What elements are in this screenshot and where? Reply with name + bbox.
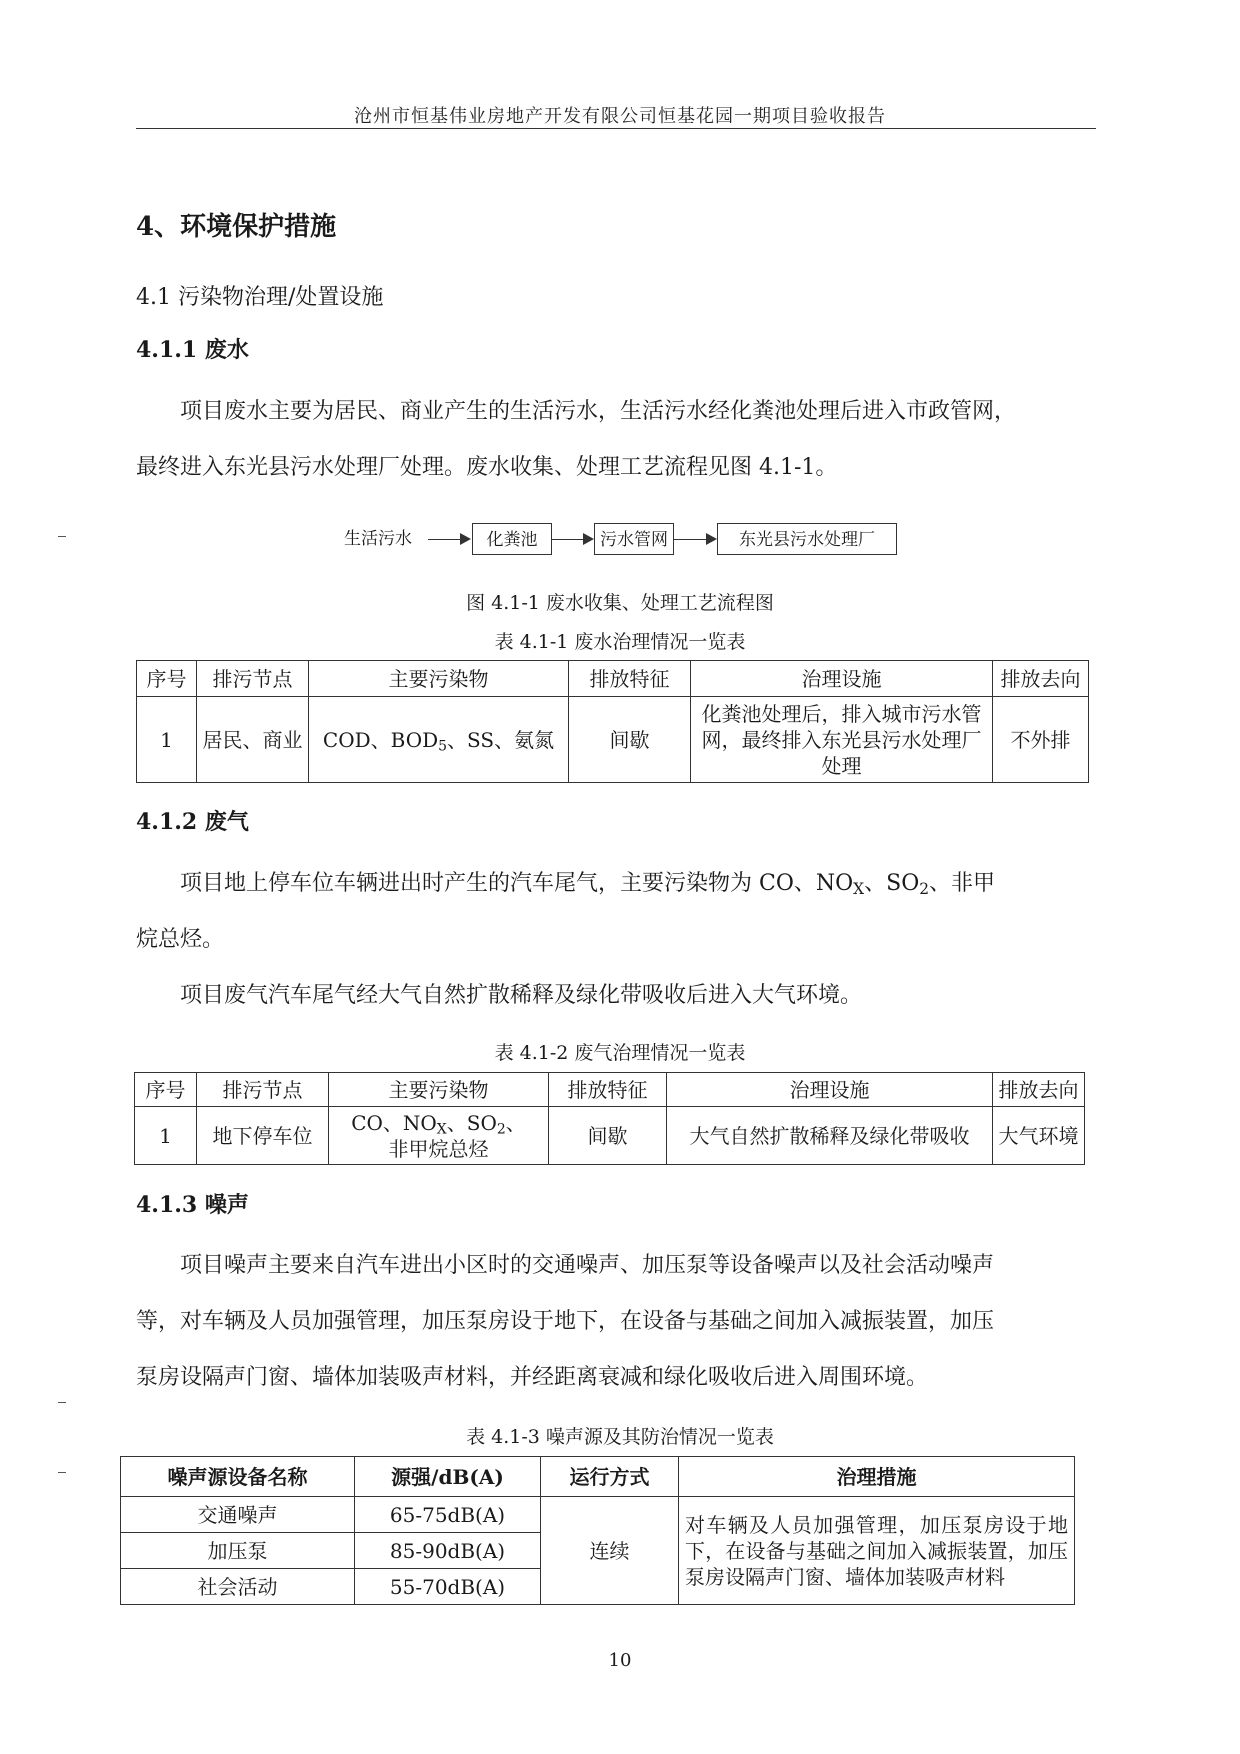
cell-facility: 大气自然扩散稀释及绿化带吸收 (667, 1107, 993, 1165)
flow-arrow (674, 539, 708, 540)
column-header: 排污节点 (197, 661, 309, 697)
header-rule (136, 128, 1096, 129)
gas-table (134, 1072, 1085, 1165)
paragraph-line: 泵房设隔声门窗、墙体加装吸声材料，并经距离衰减和绿化吸收后进入周围环境。 (136, 1365, 929, 1390)
column-header: 排放去向 (993, 1073, 1085, 1107)
cell-no: 1 (137, 697, 197, 783)
noise-table (120, 1456, 1075, 1605)
cell-source-name: 社会活动 (121, 1569, 355, 1605)
cell-source-level: 65-75dB(A) (355, 1497, 541, 1533)
paragraph-line: 最终进入东光县污水处理厂处理。废水收集、处理工艺流程见图 4.1-1。 (136, 455, 838, 480)
scan-mark (58, 1402, 66, 1403)
column-header: 排放去向 (993, 661, 1089, 697)
flow-start-label: 生活污水 (344, 529, 412, 549)
cell-node: 居民、商业 (197, 697, 309, 783)
table-header-row (137, 661, 1089, 697)
cell-measure: 对车辆及人员加强管理，加压泵房设于地下，在设备与基础之间加入减振装置，加压泵房设隔声门窗、墙体加装吸声材料 (679, 1497, 1075, 1605)
table-row (137, 697, 1089, 783)
flow-arrow-head (706, 533, 717, 545)
scan-mark (58, 1472, 66, 1473)
figure-caption: 图 4.1-1 废水收集、处理工艺流程图 (466, 592, 774, 614)
column-header: 排放特征 (569, 661, 691, 697)
column-header: 治理措施 (679, 1457, 1075, 1497)
cell-destination: 不外排 (993, 697, 1089, 783)
cell-feature: 间歇 (569, 697, 691, 783)
column-header: 排污节点 (197, 1073, 329, 1107)
heading-gas: 4.1.2 废气 (136, 809, 249, 835)
flow-node-treatment-plant: 东光县污水处理厂 (717, 523, 897, 555)
table-caption: 表 4.1-2 废气治理情况一览表 (494, 1042, 746, 1064)
heading-noise: 4.1.3 噪声 (136, 1192, 249, 1218)
cell-source-level: 85-90dB(A) (355, 1533, 541, 1569)
column-header: 主要污染物 (309, 661, 569, 697)
column-header: 序号 (135, 1073, 197, 1107)
flow-arrow-head (583, 533, 594, 545)
cell-no: 1 (135, 1107, 197, 1165)
section-title: 4、环境保护措施 (136, 212, 337, 242)
table-caption: 表 4.1-3 噪声源及其防治情况一览表 (466, 1426, 774, 1448)
table-header-row (121, 1457, 1075, 1497)
column-header: 治理设施 (667, 1073, 993, 1107)
cell-pollutants: CO、$NO_X$、$SO_2$、 非甲烷总烃 (329, 1107, 549, 1165)
cell-destination: 大气环境 (993, 1107, 1085, 1165)
table-header-row (135, 1073, 1085, 1107)
cell-source-level: 55-70dB(A) (355, 1569, 541, 1605)
cell-feature: 间歇 (549, 1107, 667, 1165)
gas-paragraph: 项目地上停车位车辆进出时产生的汽车尾气，主要污染物为 CO、$NO_X$、$SO_2$、非甲 烷总烃。 项目废气汽车尾气经大气自然扩散稀释及绿化带吸收后进入大气环境。 (136, 871, 996, 1008)
flow-node-sewer: 污水管网 (594, 523, 674, 555)
table-row (135, 1107, 1085, 1165)
noise-paragraph (136, 1238, 1096, 1406)
cell-facility: 化粪池处理后，排入城市污水管网，最终排入东光县污水处理厂处理 (691, 697, 993, 783)
flow-arrow (552, 539, 586, 540)
cell-node: 地下停车位 (197, 1107, 329, 1165)
flow-arrow (428, 539, 462, 540)
column-header: 排放特征 (549, 1073, 667, 1107)
column-header: 序号 (137, 661, 197, 697)
column-header: 噪声源设备名称 (121, 1457, 355, 1497)
column-header: 运行方式 (541, 1457, 679, 1497)
flow-arrow-head (460, 533, 471, 545)
paragraph-line: 等，对车辆及人员加强管理，加压泵房设于地下，在设备与基础之间加入减振装置，加压 (136, 1309, 995, 1334)
wastewater-paragraph (136, 384, 1096, 496)
paragraph-line: 项目废水主要为居民、商业产生的生活污水，生活污水经化粪池处理后进入市政管网， (180, 399, 1017, 424)
paragraph-line: 项目废气汽车尾气经大气自然扩散稀释及绿化带吸收后进入大气环境。 (180, 983, 863, 1008)
paragraph-line: 项目噪声主要来自汽车进出小区时的交通噪声、加压泵等设备噪声以及社会活动噪声 (180, 1253, 995, 1278)
running-header: 沧州市恒基伟业房地产开发有限公司恒基花园一期项目验收报告 (354, 106, 886, 127)
cell-source-name: 交通噪声 (121, 1497, 355, 1533)
scan-mark (58, 536, 66, 537)
cell-mode: 连续 (541, 1497, 679, 1605)
table-caption: 表 4.1-1 废水治理情况一览表 (494, 631, 746, 653)
page-number: 10 (608, 1650, 632, 1671)
table-row (121, 1497, 1075, 1533)
column-header: 源强/dB(A) (355, 1457, 541, 1497)
heading-wastewater: 4.1.1 废水 (136, 337, 249, 363)
wastewater-table (136, 660, 1089, 783)
paragraph-line: 烷总烃。 (136, 927, 225, 952)
subsection-title: 4.1 污染物治理/处置设施 (136, 285, 384, 310)
column-header: 治理设施 (691, 661, 993, 697)
cell-source-name: 加压泵 (121, 1533, 355, 1569)
column-header: 主要污染物 (329, 1073, 549, 1107)
flow-node-septic-tank: 化粪池 (472, 523, 552, 555)
cell-pollutants: COD、$BOD_5$、SS、氨氮 (309, 697, 569, 783)
